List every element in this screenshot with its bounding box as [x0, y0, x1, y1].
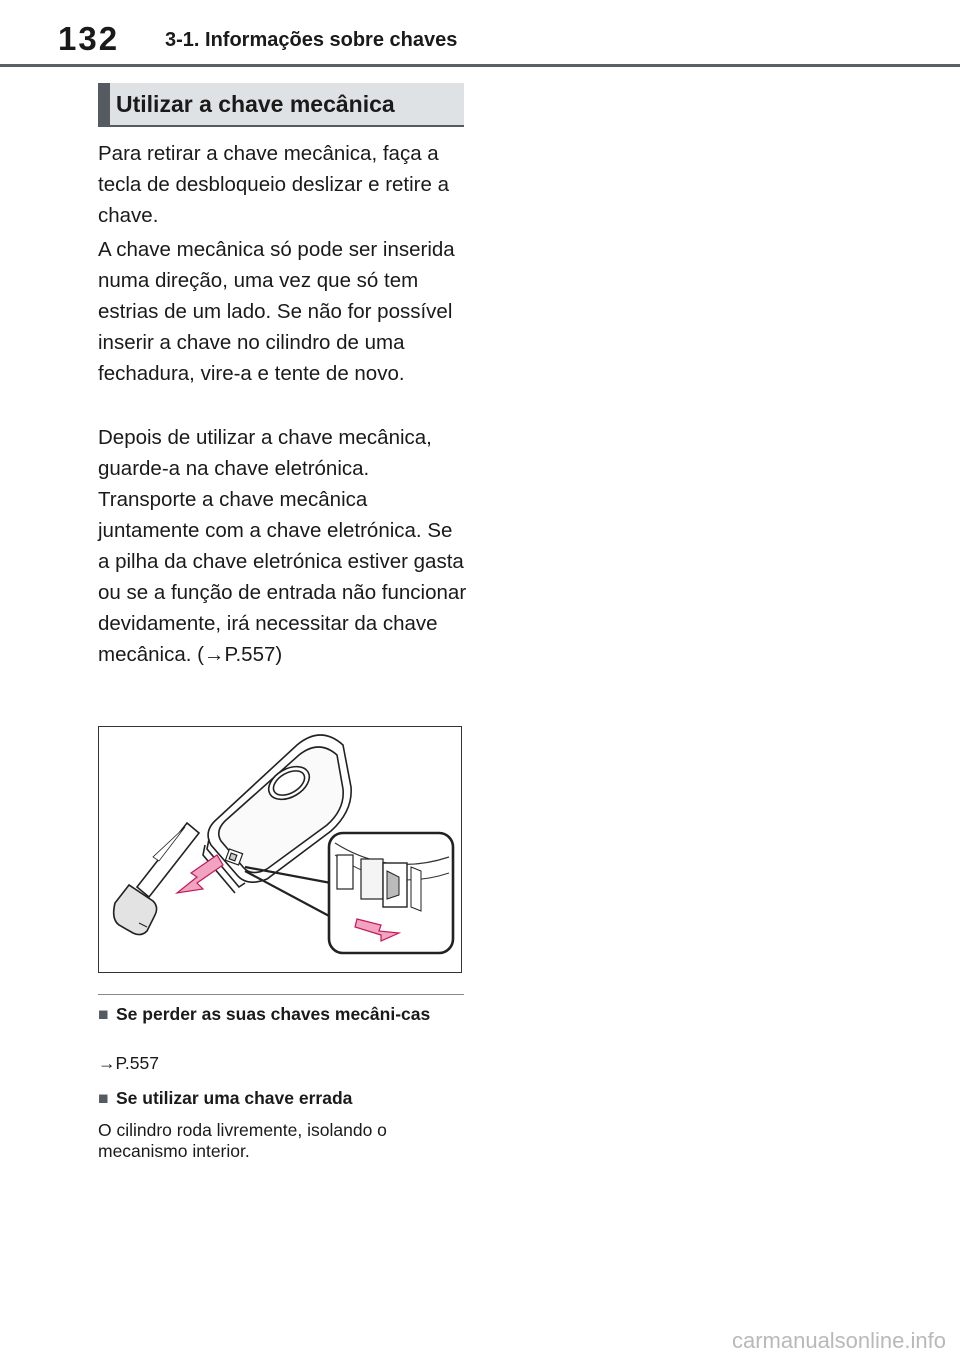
key-illustration-svg [99, 727, 461, 972]
paragraph-store-key: Depois de utilizar a chave mecânica, guarde-a na chave eletrónica. Transporte a chave mecânica juntamente com a chave eletrónica. Se a pilha da chave eletrónica estiver gasta ou se a função de entrada não funcionar devidamente, irá necessitar da chave mecânica. (→P.557) [98, 426, 467, 666]
section-heading-text: Utilizar a chave mecânica [116, 90, 395, 117]
zoom-detail [329, 833, 453, 953]
watermark: carmanualsonline.info [731, 1328, 946, 1353]
page-number: 132 [58, 20, 120, 57]
paragraph-insert-direction: A chave mecânica só pode ser inserida numa direção, uma vez que só tem estrias de um lado. Se não for possível inserir a chave no cilindro de uma fechadura, vire-a e tente de novo. [98, 238, 455, 385]
paragraph-remove-key: Para retirar a chave mecânica, faça a tecla de desbloqueio deslizar e retire a chave. [98, 142, 449, 227]
header-rule [0, 64, 960, 67]
note-heading-text: Se perder as suas chaves mecâni-cas [116, 1004, 431, 1024]
note-body-wrong-key: O cilindro roda livremente, isolando o mecanismo interior. [98, 1120, 387, 1161]
divider [98, 994, 464, 995]
chapter-title: 3-1. Informações sobre chaves [165, 29, 458, 51]
square-bullet-icon: ■ [98, 1088, 109, 1108]
section-heading [98, 83, 464, 127]
note-heading-lost-keys [98, 1004, 464, 1025]
mechanical-key-blade [114, 823, 199, 935]
square-bullet-icon: ■ [98, 1004, 109, 1024]
mechanical-key-illustration [98, 726, 462, 973]
note-body-lost-keys: →P.557 [98, 1053, 159, 1073]
note-heading-wrong-key [98, 1088, 464, 1109]
pull-arrow-icon [177, 855, 223, 893]
note-heading-text: Se utilizar uma chave errada [116, 1088, 353, 1108]
